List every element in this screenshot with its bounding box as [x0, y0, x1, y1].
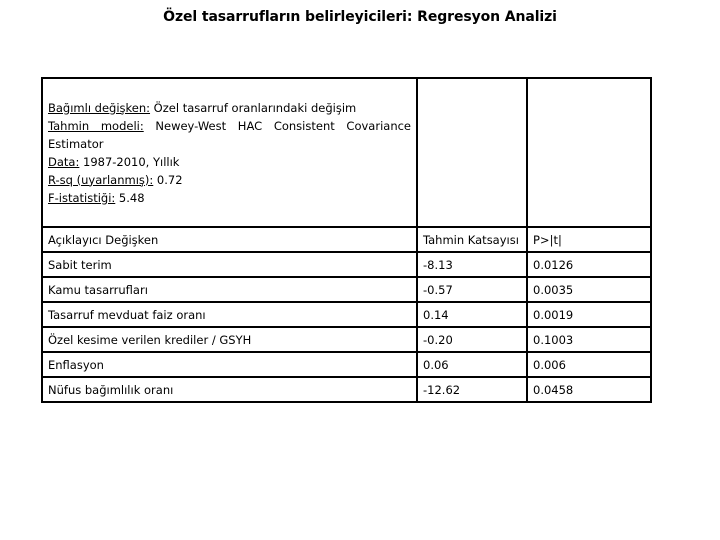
rsq-line: [48, 171, 411, 189]
row-variable: Sabit terim: [42, 252, 417, 277]
info-row: [42, 78, 651, 227]
f-stat-value: 5.48: [115, 190, 145, 205]
row-coefficient: -8.13: [417, 252, 527, 277]
table-row: [42, 252, 651, 277]
header-p-value: P>|t|: [527, 227, 651, 252]
row-variable: Tasarruf mevduat faiz oranı: [42, 302, 417, 327]
row-variable: Enflasyon: [42, 352, 417, 377]
row-coefficient: -12.62: [417, 377, 527, 402]
dependent-variable-label: Bağımlı değişken:: [48, 100, 151, 115]
row-coefficient: -0.20: [417, 327, 527, 352]
model-value: Newey-West HAC Consistent Covariance: [143, 118, 412, 133]
row-variable: Nüfus bağımlılık oranı: [42, 377, 417, 402]
table-row: [42, 352, 651, 377]
data-label: Data:: [48, 154, 80, 169]
table-row: [42, 277, 651, 302]
header-variable: Açıklayıcı Değişken: [42, 227, 417, 252]
row-p-value: 0.006: [527, 352, 651, 377]
header-row: [42, 227, 651, 252]
table-row: [42, 327, 651, 352]
table-row: [42, 302, 651, 327]
row-variable: Kamu tasarrufları: [42, 277, 417, 302]
dependent-variable-value: Özel tasarruf oranlarındaki değişim: [150, 100, 357, 115]
rsq-value: 0.72: [153, 172, 183, 187]
empty-cell: [527, 78, 651, 227]
row-variable: Özel kesime verilen krediler / GSYH: [42, 327, 417, 352]
row-p-value: 0.0035: [527, 277, 651, 302]
row-coefficient: 0.14: [417, 302, 527, 327]
row-p-value: 0.0458: [527, 377, 651, 402]
data-value: 1987-2010, Yıllık: [79, 154, 180, 169]
row-p-value: 0.0019: [527, 302, 651, 327]
row-coefficient: -0.57: [417, 277, 527, 302]
page-title: Özel tasarrufların belirleyicileri: Regresyon Analizi: [163, 9, 557, 25]
model-line: [48, 117, 411, 135]
header-coefficient: Tahmin Katsayısı: [417, 227, 527, 252]
dependent-variable-line: [48, 99, 411, 117]
regression-table: [41, 77, 652, 403]
rsq-label: R-sq (uyarlanmış):: [48, 172, 154, 187]
empty-cell: [417, 78, 527, 227]
data-line: [48, 153, 411, 171]
row-p-value: 0.0126: [527, 252, 651, 277]
model-label: Tahmin modeli:: [48, 118, 144, 133]
row-coefficient: 0.06: [417, 352, 527, 377]
f-stat-line: [48, 189, 411, 207]
model-info-cell: [42, 78, 417, 227]
model-value-continued: Estimator: [48, 136, 104, 151]
table-row: [42, 377, 651, 402]
f-stat-label: F-istatistiği:: [48, 190, 116, 205]
row-p-value: 0.1003: [527, 327, 651, 352]
